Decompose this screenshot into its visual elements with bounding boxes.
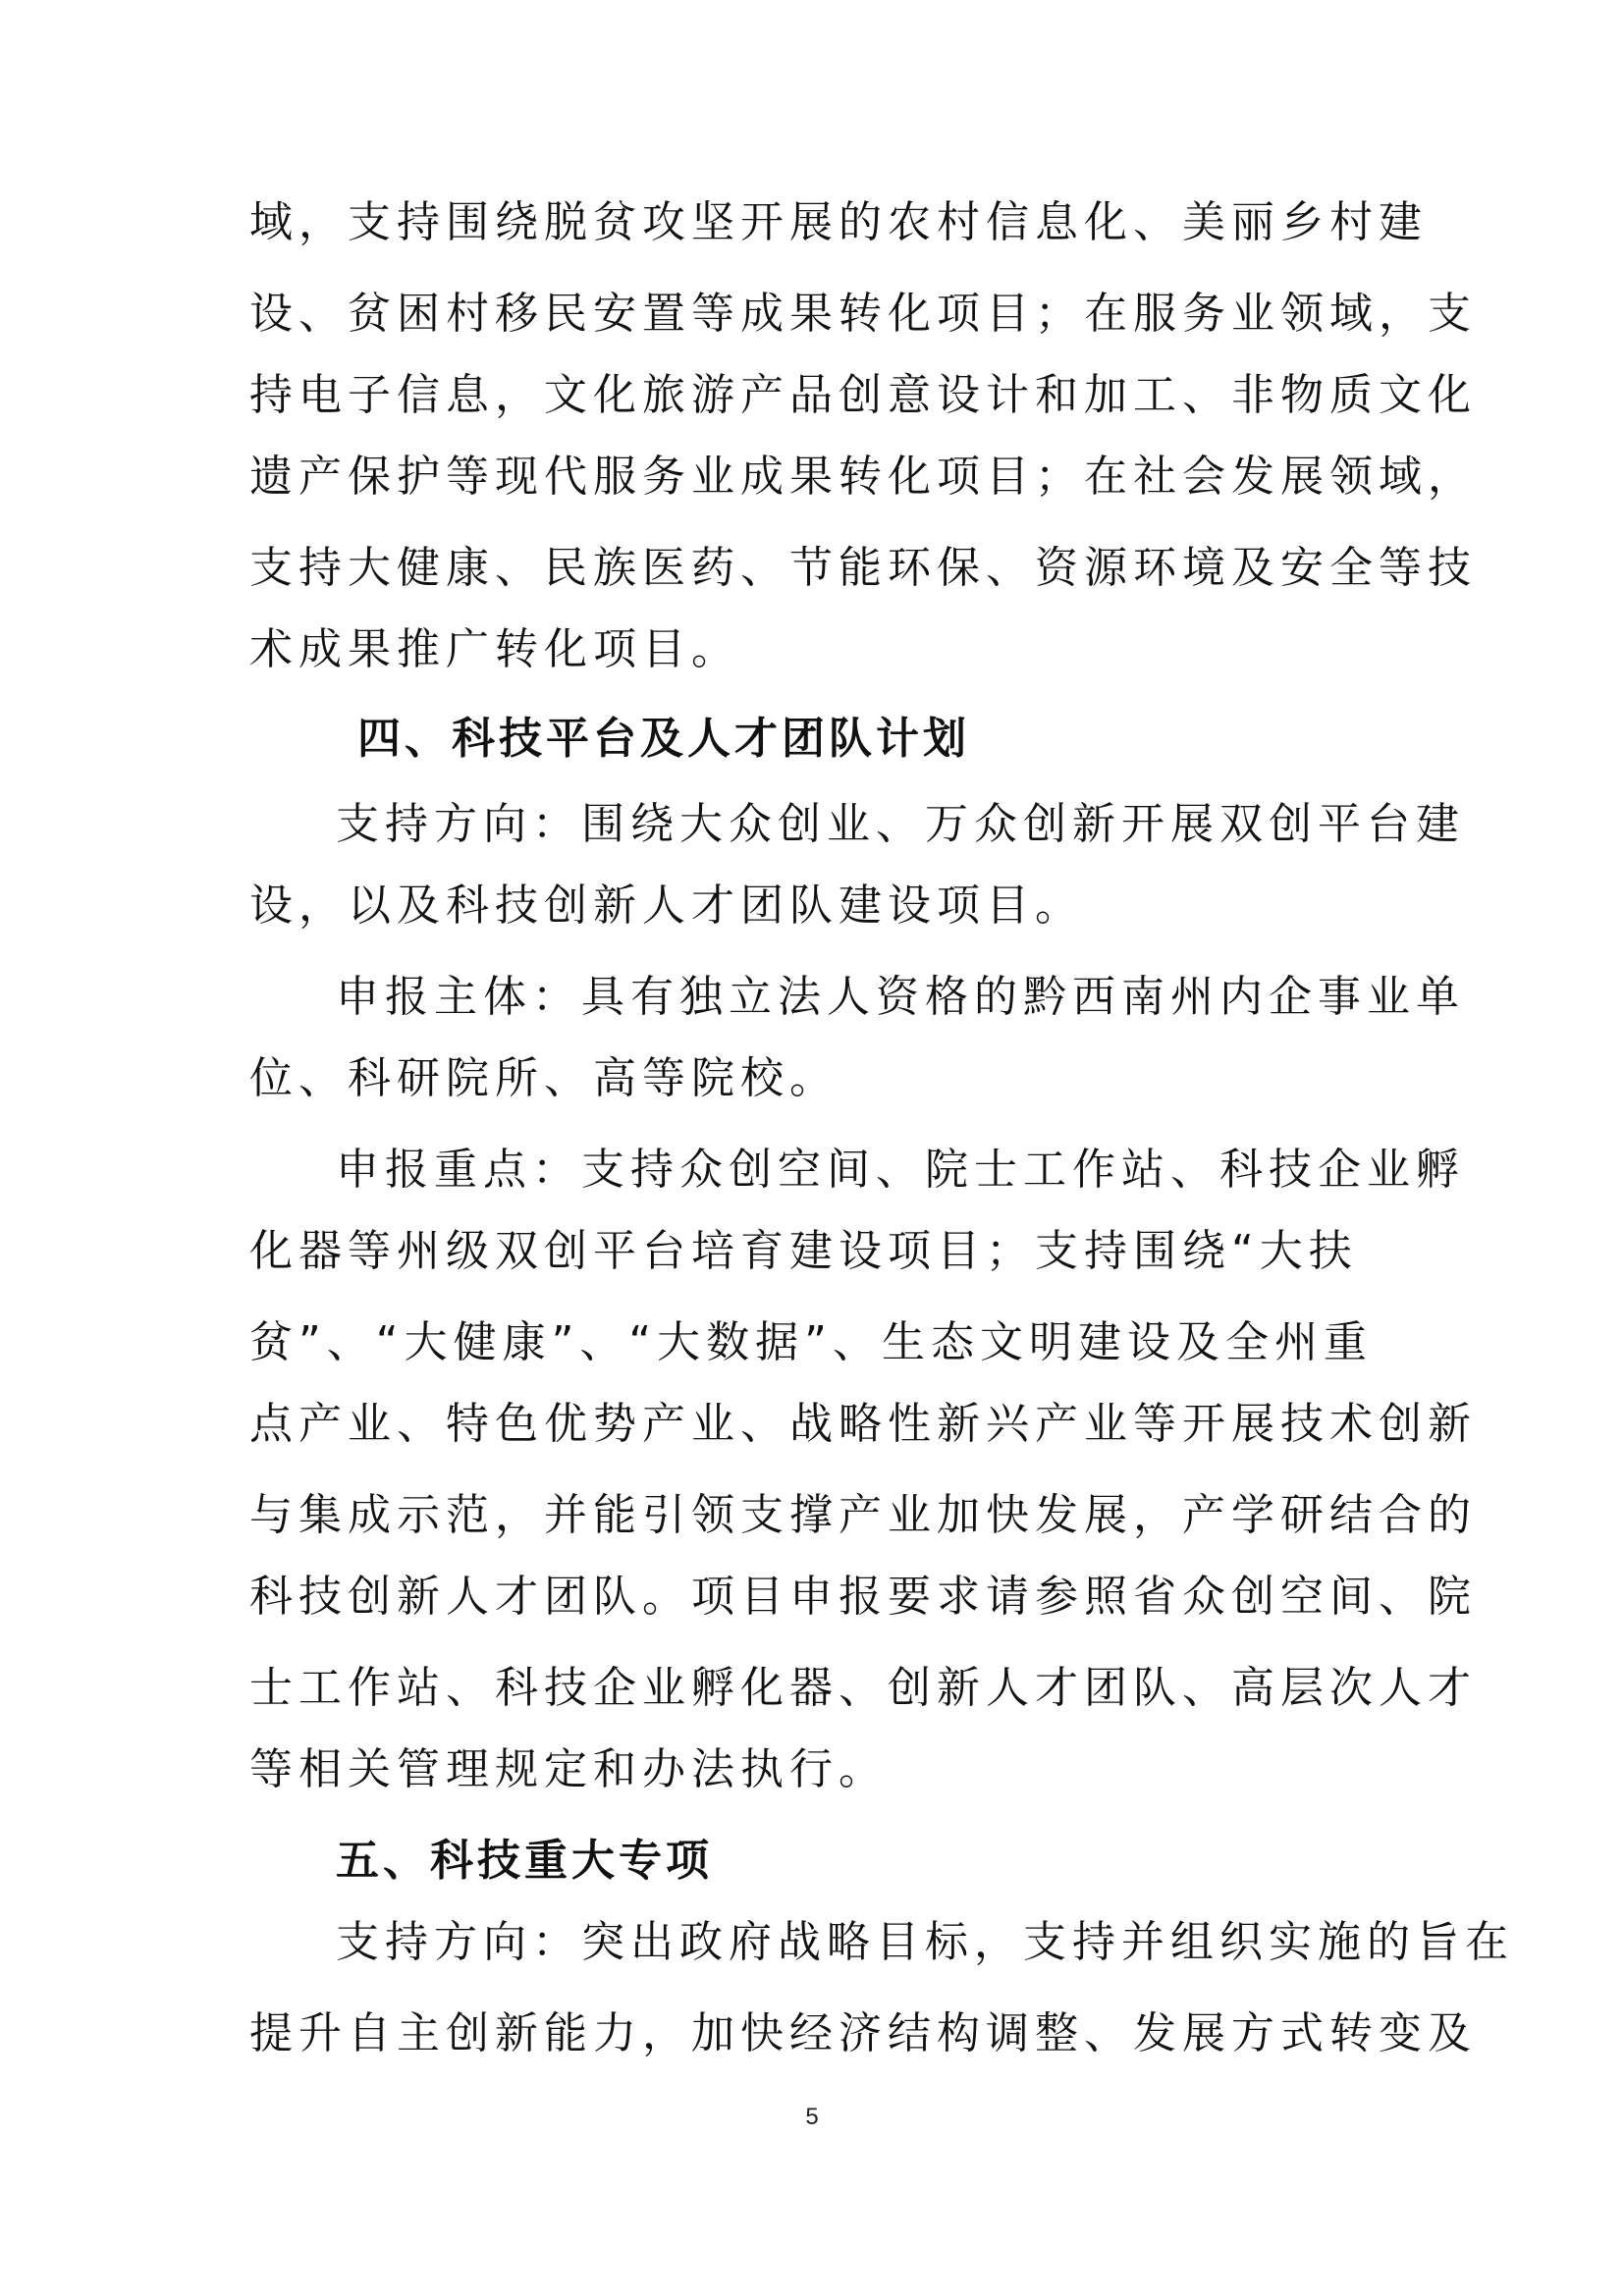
section-heading: 五、科技重大专项 [336, 1836, 713, 1886]
body-text-line: 支持方向：围绕大众创业、万众创新开展双创平台建 [336, 799, 1465, 849]
body-text-line: 设、贫困村移民安置等成果转化项目；在服务业领域，支 [249, 289, 1477, 339]
page-number: 5 [805, 2104, 819, 2130]
section-heading: 四、科技平台及人才团队计划 [357, 714, 970, 764]
body-text-line: 支持方向：突出政府战略目标，支持并组织实施的旨在 [336, 1917, 1514, 1967]
body-text-line: 点产业、特色优势产业、战略性新兴产业等开展技术创新 [249, 1399, 1477, 1449]
body-text-line: 化器等州级双创平台培育建设项目；支持围绕“大扶 [249, 1226, 1358, 1276]
body-text-line: 提升自主创新能力，加快经济结构调整、发展方式转变及 [249, 2008, 1477, 2058]
body-text-line: 申报主体：具有独立法人资格的黔西南州内企事业单 [336, 972, 1465, 1022]
body-text-line: 士工作站、科技企业孵化器、创新人才团队、高层次人才 [249, 1663, 1477, 1713]
body-text-line: 位、科研院所、高等院校。 [249, 1053, 839, 1103]
body-text-line: 支持大健康、民族医药、节能环保、资源环境及安全等技 [249, 543, 1477, 593]
body-text-line: 持电子信息，文化旅游产品创意设计和加工、非物质文化 [249, 370, 1477, 420]
body-text-line: 遗产保护等现代服务业成果转化项目；在社会发展领域， [249, 452, 1477, 502]
body-text-line: 与集成示范，并能引领支撑产业加快发展，产学研结合的 [249, 1490, 1477, 1540]
body-text-line: 等相关管理规定和办法执行。 [249, 1744, 888, 1794]
body-text-line: 设，以及科技创新人才团队建设项目。 [249, 881, 1084, 931]
body-text-line: 申报重点：支持众创空间、院士工作站、科技企业孵 [336, 1145, 1465, 1195]
body-text-line: 科技创新人才团队。项目申报要求请参照省众创空间、院 [249, 1572, 1477, 1622]
body-text-line: 术成果推广转化项目。 [249, 624, 740, 674]
body-text-line: 域，支持围绕脱贫攻坚开展的农村信息化、美丽乡村建 [249, 197, 1428, 247]
body-text-line: 贫”、“大健康”、“大数据”、生态文明建设及全州重 [249, 1317, 1373, 1367]
